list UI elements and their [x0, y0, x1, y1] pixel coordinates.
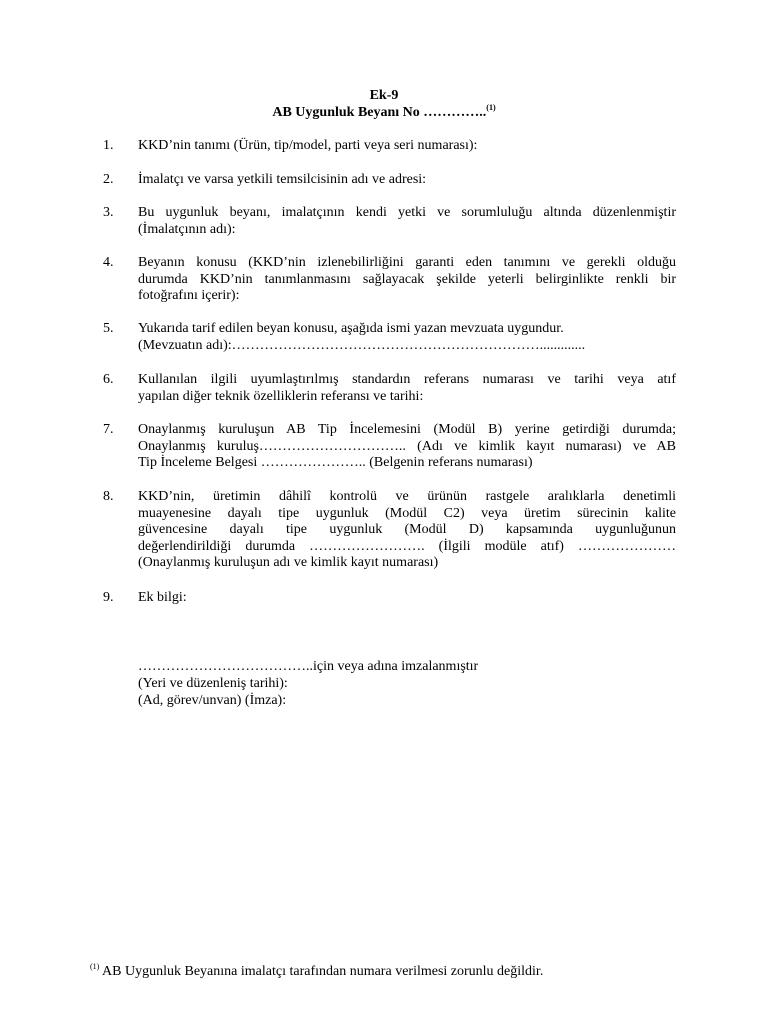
item-number: 4. — [103, 255, 114, 270]
signature-place-date-line: (Yeri ve düzenleniş tarihi): — [138, 676, 288, 691]
footnote-text: AB Uygunluk Beyanına imalatçı tarafından numara verilmesi zorunlu değildir. — [99, 964, 544, 979]
item-number: 1. — [103, 138, 114, 153]
item-line: muayenesine dayalı tipe uygunluk (Modül C2) veya üretim sürecinin kalite — [138, 505, 676, 521]
title-text: AB Uygunluk Beyanı No ………….. — [272, 105, 487, 120]
item-line: İmalatçı ve varsa yetkili temsilcisinin adı ve adresi: — [138, 172, 427, 187]
document-header — [0, 87, 768, 121]
item-line: Onaylanmış kuruluş………………………….. (Adı ve kimlik kayıt numarası) ve AB — [138, 438, 676, 454]
item-line: Ek bilgi: — [138, 590, 187, 605]
item-line: Beyanın konusu (KKD’nin izlenebilirliğini garanti eden tanımını ve gerekli olduğu — [138, 255, 676, 270]
item-number: 5. — [103, 321, 114, 336]
signature-block — [138, 658, 478, 709]
item-text — [138, 422, 676, 472]
footnote — [90, 963, 543, 980]
item-line: KKD’nin tanımı (Ürün, tip/model, parti veya seri numarası): — [138, 138, 478, 153]
item-line: Yukarıda tarif edilen beyan konusu, aşağıda ismi yazan mevzuata uygundur. — [138, 321, 564, 336]
document-title — [0, 104, 768, 121]
item-line: Tip İnceleme Belgesi ………………….. (Belgenin referans numarası) — [138, 455, 533, 470]
item-line: (İmalatçının adı): — [138, 221, 236, 237]
item-number: 9. — [103, 590, 114, 605]
item-text — [138, 138, 676, 155]
signature-on-behalf-line: ………………………………..için veya adına imzalanmıştır — [138, 659, 479, 674]
item-line: güvencesine dayalı tipe uygunluk (Modül D) kapsamında uygunluğunun — [138, 522, 676, 537]
item-line: (Mevzuatın adı):…………………………………………………………............. — [138, 337, 586, 353]
annex-label: Ek-9 — [369, 88, 399, 103]
item-line: yapılan diğer teknik özelliklerin referansı ve tarihi: — [138, 388, 424, 404]
signature-name-title-line: (Ad, görev/unvan) (İmza): — [138, 693, 287, 708]
item-text — [138, 590, 676, 607]
item-text — [138, 321, 676, 354]
item-text — [138, 489, 676, 572]
item-line: değerlendirildiği durumda ……………………. (İlgili modüle atıf) ………………… — [138, 538, 676, 554]
item-line: Kullanılan ilgili uyumlaştırılmış standardın referans numarası ve tarihi veya atıf — [138, 372, 676, 387]
item-number: 3. — [103, 205, 114, 220]
item-line: Bu uygunluk beyanı, imalatçının kendi yetki ve sorumluluğu altında düzenlenmiştir — [138, 205, 676, 220]
item-number: 8. — [103, 489, 114, 504]
item-line: KKD’nin, üretimin dâhilî kontrolü ve ürünün rastgele aralıklarla denetimli — [138, 489, 676, 504]
footnote-marker: (1) — [90, 962, 100, 971]
item-line: (Onaylanmış kuruluşun adı ve kimlik kayıt numarası) — [138, 555, 439, 570]
item-line: Onaylanmış kuruluşun AB Tip İncelemesini (Modül B) yerine getirdiği durumda; — [138, 422, 676, 437]
item-text — [138, 372, 676, 405]
item-number: 7. — [103, 422, 114, 437]
item-number: 2. — [103, 172, 114, 187]
item-text — [138, 205, 676, 238]
item-line: fotoğrafını içerir): — [138, 288, 240, 303]
title-footnote-ref: (1) — [486, 103, 496, 112]
item-text — [138, 172, 676, 189]
item-line: durumda KKD’nin tanımlanmasını sağlayacak şekilde yeterli belirginlikte renkli bir — [138, 271, 676, 287]
item-number: 6. — [103, 372, 114, 387]
item-text — [138, 255, 676, 305]
